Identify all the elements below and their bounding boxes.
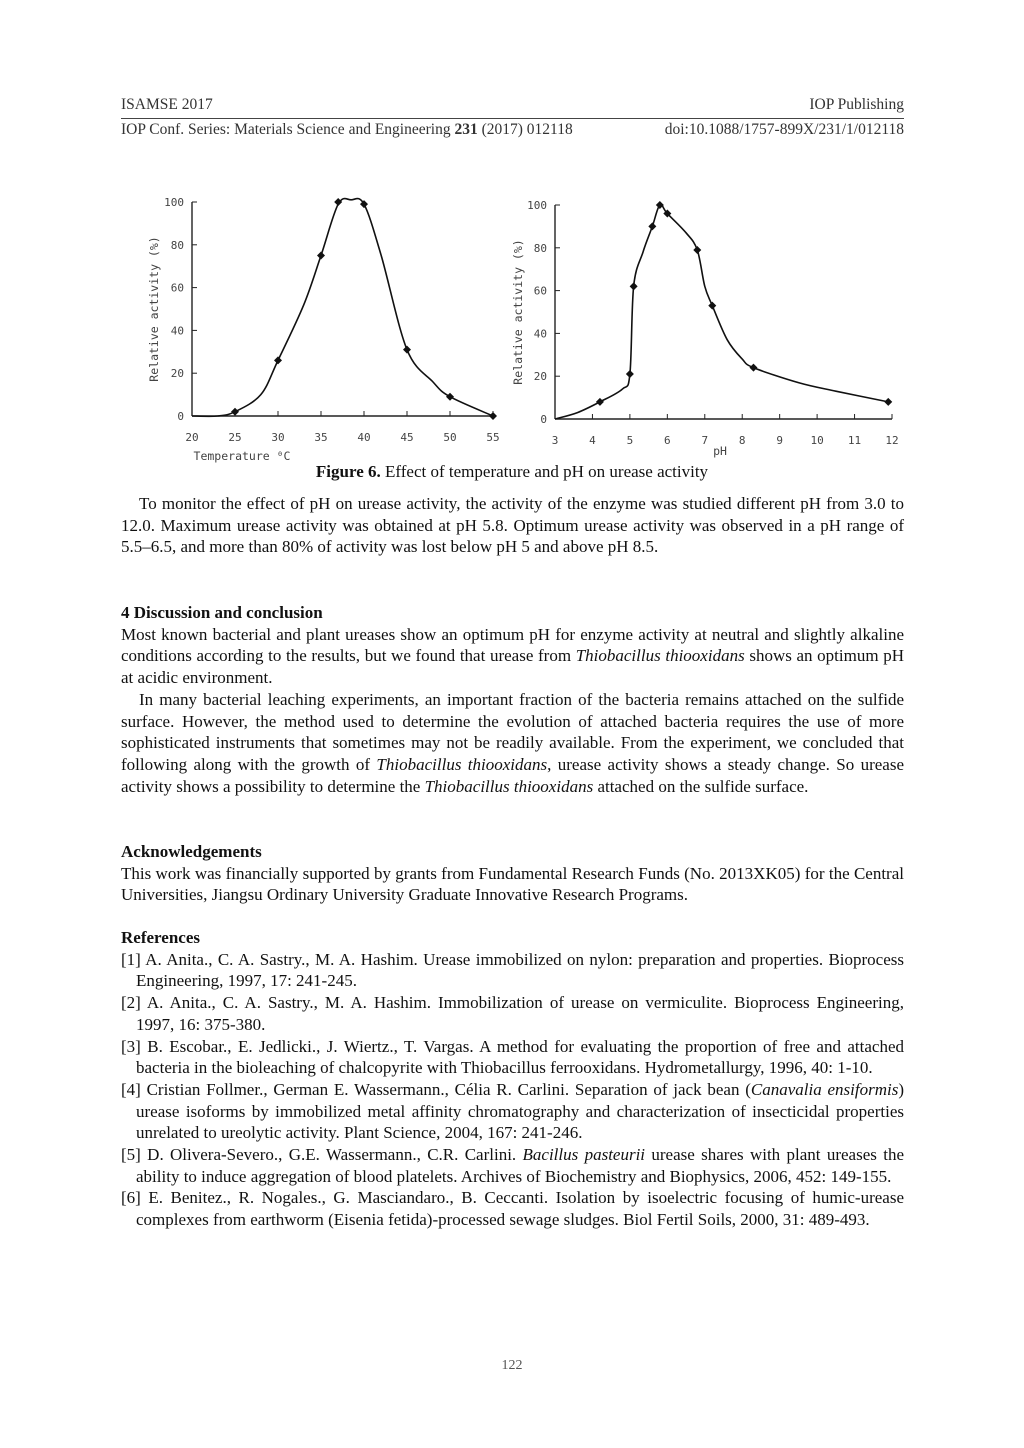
figure-6	[0, 0, 1024, 470]
species-name: Bacillus pasteurii	[522, 1145, 646, 1165]
text-run: urease shares with plant ureases the ability to induce aggregation of blood platelets. Archives of Biochemistry and Biophysics, 2006, 452: 149-155.	[136, 1145, 904, 1186]
temp-data-point	[274, 356, 282, 364]
text-run: , urease activity shows a steady change. So urease activity shows a possibility to determine the	[121, 754, 904, 796]
text-run: In many bacterial leaching experiments, an important fraction of the bacteria remains attached on the sulfide surface. However, the method used to determine the evolution of attached bacteria requires the use of more sophisticated instruments that sometimes may not be readily available. From the experiment, we concluded that following along with the growth of	[121, 689, 904, 774]
temp-y-axis-label: Relative activity (%)	[147, 236, 161, 382]
temp-x-tick-label: 40	[357, 431, 371, 444]
reference-item: [3] B. Escobar., E. Jedlicki., J. Wiertz., T. Vargas. A method for evaluating the proportion of free and attached bacteria in the bioleaching of chalcopyrite with Thiobacillus ferrooxidans. Hydrometallurgy, 1996, 40: 1-10.	[121, 1036, 904, 1078]
text-run: attached on the sulfide surface.	[593, 776, 809, 796]
species-name: Thiobacillus thiooxidans	[424, 776, 594, 796]
temp-x-tick-label: 25	[228, 431, 242, 444]
series-issue: (2017) 012118	[477, 121, 573, 138]
section-acknowledgements	[121, 841, 904, 906]
ph-data-point	[630, 282, 638, 290]
temp-data-point	[403, 346, 411, 354]
page-number: 122	[501, 1358, 523, 1373]
ph-data-point	[708, 302, 716, 310]
ph-x-tick-label: 8	[738, 434, 746, 447]
ph-y-tick-label: 0	[540, 413, 547, 426]
figure-label: Figure 6.	[315, 462, 381, 481]
temp-y-tick-label: 60	[170, 281, 184, 295]
temp-y-tick-label: 80	[170, 238, 184, 252]
temp-data-point	[446, 393, 454, 401]
ph-x-tick-label: 12	[885, 434, 899, 447]
ph-y-tick-label: 100	[527, 199, 547, 212]
temp-x-tick-label: 50	[443, 431, 457, 444]
ph-x-tick-label: 10	[810, 434, 824, 447]
temp-chart	[147, 196, 500, 463]
publisher-name: IOP Publishing	[809, 96, 904, 113]
temp-data-point	[489, 412, 497, 420]
series-title: IOP Conf. Series: Materials Science and Engineering	[121, 121, 455, 138]
paragraph-text: To monitor the effect of pH on urease activity, the activity of the enzyme was studied different pH from 3.0 to 12.0. Maximum urease activity was obtained at pH 5.8. Optimum urease activity was observed in a pH range of 5.5–6.5, and more than 80% of activity was lost below pH 5 and above pH 8.5.	[121, 494, 904, 557]
text-run: [5] D. Olivera-Severo., G.E. Wassermann., C.R. Carlini.	[121, 1145, 523, 1165]
temp-y-tick-label: 40	[170, 324, 184, 338]
ph-x-tick-label: 9	[776, 434, 783, 447]
section-heading: 4 Discussion and conclusion	[121, 603, 323, 622]
reference-item	[121, 1079, 904, 1144]
ph-chart	[511, 199, 899, 458]
species-name: Thiobacillus thiooxidans	[376, 754, 548, 774]
ph-y-tick-label: 60	[533, 284, 547, 298]
ph-data-point	[693, 246, 701, 254]
temp-series-line	[192, 199, 493, 417]
temp-x-tick-label: 45	[400, 431, 414, 444]
section-heading: References	[121, 928, 200, 947]
section-discussion	[121, 602, 904, 797]
ph-data-point	[648, 222, 656, 230]
paragraph-discussion-1	[121, 624, 904, 689]
ph-x-tick-label: 6	[664, 434, 671, 447]
species-name: Thiobacillus thiooxidans	[575, 646, 745, 666]
text-run: ) urease isoforms by immobilized metal affinity chromatography and characterization of insecticidal properties unrelated to ureolytic activity. Plant Science, 2004, 167: 241-246.	[136, 1079, 904, 1143]
ph-data-point	[884, 398, 892, 406]
ph-x-tick-label: 3	[551, 434, 559, 447]
ph-x-tick-label: 5	[626, 434, 634, 447]
ph-data-point	[749, 364, 757, 372]
temp-x-axis-label: Temperature ⁰C	[193, 449, 291, 463]
temp-x-tick-label: 30	[271, 431, 285, 444]
section-heading: Acknowledgements	[121, 842, 262, 861]
figure-caption-text: Effect of temperature and pH on urease activity	[380, 462, 709, 481]
ph-x-tick-label: 11	[847, 434, 862, 447]
temp-y-tick-label: 20	[170, 367, 184, 381]
ph-y-tick-label: 20	[533, 370, 547, 384]
text-run: shows an optimum pH at acidic environment.	[121, 646, 904, 688]
ph-y-tick-label: 40	[533, 327, 547, 341]
ph-x-tick-label: 7	[701, 434, 709, 447]
reference-item: [2] A. Anita., C. A. Sastry., M. A. Hashim. Immobilization of urease on vermiculite. Bioprocess Engineering, 1997, 16: 375-380.	[121, 993, 904, 1034]
text-run: [4] Cristian Follmer., German E. Wassermann., Célia R. Carlini. Separation of jack bean (	[121, 1079, 751, 1099]
reference-item: [6] E. Benitez., R. Nogales., G. Masciandaro., B. Ceccanti. Isolation by isoelectric focusing of humic-urease complexes from earthworm (Eisenia fetida)-processed sewage sludges. Biol Fertil Soils, 2000, 31: 489-493.	[121, 1188, 904, 1230]
ph-series-line	[555, 205, 888, 419]
ph-y-tick-label: 80	[533, 241, 547, 255]
temp-data-point	[317, 252, 325, 260]
volume-number: 231	[454, 121, 478, 138]
temp-y-tick-label: 100	[164, 196, 184, 209]
reference-item: [1] A. Anita., C. A. Sastry., M. A. Hashim. Urease immobilized on nylon: preparation and properties. Bioprocess Engineering, 1997, 17: 241-245.	[121, 949, 904, 991]
figure-caption	[0, 462, 1024, 482]
paragraph-ph-effect	[121, 493, 904, 558]
temp-data-point	[231, 408, 239, 416]
ph-data-point	[626, 370, 634, 378]
doi-text: doi:10.1088/1757-899X/231/1/012118	[664, 121, 904, 138]
text-run: Most known bacterial and plant ureases show an optimum pH for enzyme activity at neutral and slightly alkaline conditions according to the results, but we found that urease from	[121, 624, 904, 666]
acknowledgement-text: This work was financially supported by grants from Fundamental Research Funds (No. 2013XK05) for the Central Universities, Jiangsu Ordinary University Graduate Innovative Research Programs.	[121, 863, 904, 905]
temp-x-tick-label: 20	[185, 431, 199, 444]
temp-y-tick-label: 0	[177, 410, 184, 423]
temp-x-tick-label: 35	[314, 431, 328, 444]
ph-x-axis-label: pH	[713, 444, 727, 458]
reference-item	[121, 1144, 904, 1187]
paragraph-discussion-2	[121, 689, 904, 798]
conference-name: ISAMSE 2017	[121, 96, 213, 113]
figure-6-charts	[0, 0, 1024, 470]
ph-y-axis-label: Relative activity (%)	[511, 239, 525, 385]
ph-x-tick-label: 4	[589, 434, 596, 447]
temp-x-tick-label: 55	[486, 431, 500, 444]
section-references	[121, 927, 904, 1231]
ph-data-point	[596, 398, 604, 406]
species-name: Canavalia ensiformis	[750, 1079, 899, 1099]
